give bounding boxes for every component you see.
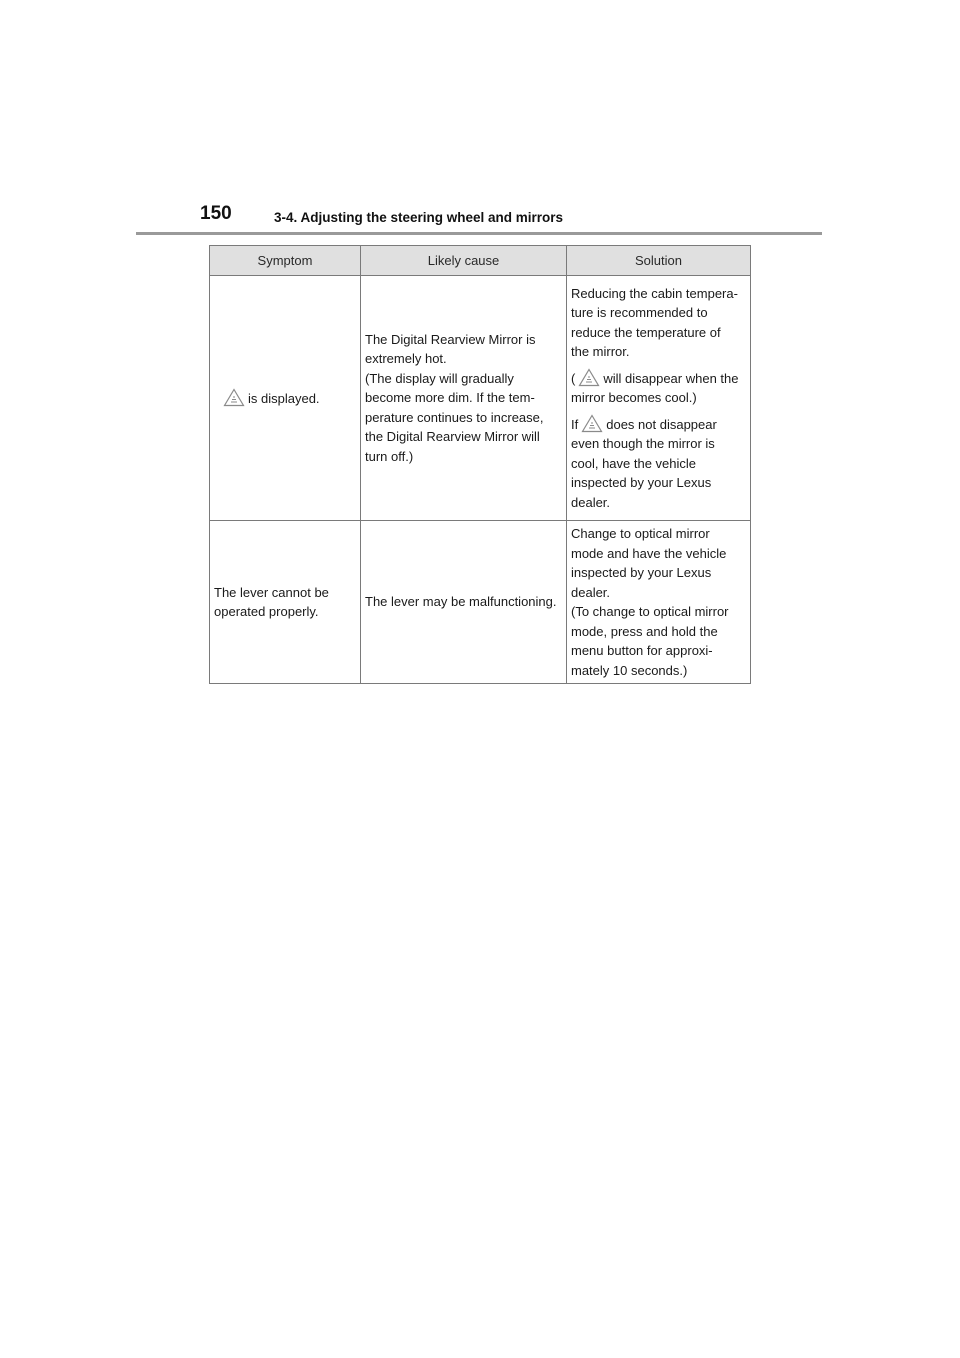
solution-line: reduce the temperature of — [571, 324, 721, 340]
column-header-solution: Solution — [567, 246, 751, 276]
column-header-likely-cause: Likely cause — [361, 246, 567, 276]
temperature-warning-icon — [581, 414, 603, 433]
solution-line: dealer. — [571, 494, 611, 510]
solution-line: ( — [571, 370, 576, 386]
solution-line: menu button for approxi- — [571, 643, 713, 658]
solution-line: (To change to optical mirror — [571, 604, 729, 619]
solution-line: does not disappear — [606, 416, 717, 432]
page-header — [200, 203, 800, 233]
cause-line: The Digital Rearview Mirror is — [365, 331, 536, 347]
solution-line: mirror becomes cool.) — [571, 390, 697, 406]
table-row — [210, 521, 751, 684]
cause-line: perature continues to increase, — [365, 409, 544, 425]
temperature-warning-icon — [578, 368, 600, 387]
cause-line: extremely hot. — [365, 351, 447, 367]
section-title: 3-4. Adjusting the steering wheel and mirrors — [274, 210, 564, 225]
solution-line: mately 10 seconds.) — [571, 662, 688, 678]
table-header-row — [210, 246, 751, 276]
cause-cell — [361, 521, 567, 684]
cause-line: become more dim. If the tem- — [365, 390, 535, 406]
solution-line: cool, have the vehicle — [571, 455, 697, 471]
solution-line: If — [571, 416, 579, 432]
solution-line: mode, press and hold the — [571, 623, 718, 639]
solution-paragraph — [571, 414, 746, 513]
page-number: 150 — [200, 203, 232, 224]
table-row — [210, 276, 751, 521]
header-divider — [136, 232, 822, 235]
cause-line: turn off.) — [365, 448, 414, 464]
solution-line: Change to optical mirror — [571, 526, 710, 541]
solution-line: even though the mirror is — [571, 436, 715, 452]
solution-line: will disappear when the — [603, 370, 739, 386]
solution-cell — [567, 521, 751, 684]
solution-text — [571, 284, 746, 513]
cause-cell — [361, 276, 567, 521]
column-header-symptom: Symptom — [210, 246, 361, 276]
symptom-line: The lever cannot be — [214, 584, 329, 600]
solution-line: the mirror. — [571, 344, 630, 360]
symptom-label: is displayed. — [248, 390, 320, 406]
solution-line: dealer. — [571, 584, 611, 600]
solution-line: inspected by your Lexus — [571, 475, 712, 491]
solution-line: inspected by your Lexus — [571, 565, 712, 580]
cause-line: (The display will gradually — [365, 370, 514, 386]
solution-line: Reducing the cabin tempera- — [571, 285, 738, 301]
temperature-warning-icon — [223, 388, 245, 407]
cause-line: the Digital Rearview Mirror will — [365, 429, 540, 445]
solution-cell — [567, 276, 751, 521]
solution-paragraph — [571, 284, 746, 362]
troubleshooting-table — [209, 245, 751, 684]
symptom-text — [214, 388, 356, 409]
symptom-cell — [210, 276, 361, 521]
solution-line: mode and have the vehicle — [571, 545, 727, 561]
solution-line: ture is recommended to — [571, 305, 708, 321]
solution-paragraph — [571, 368, 746, 408]
cause-line: The lever may be malfunctioning. — [365, 594, 557, 610]
symptom-cell — [210, 521, 361, 684]
symptom-line: operated properly. — [214, 604, 319, 619]
